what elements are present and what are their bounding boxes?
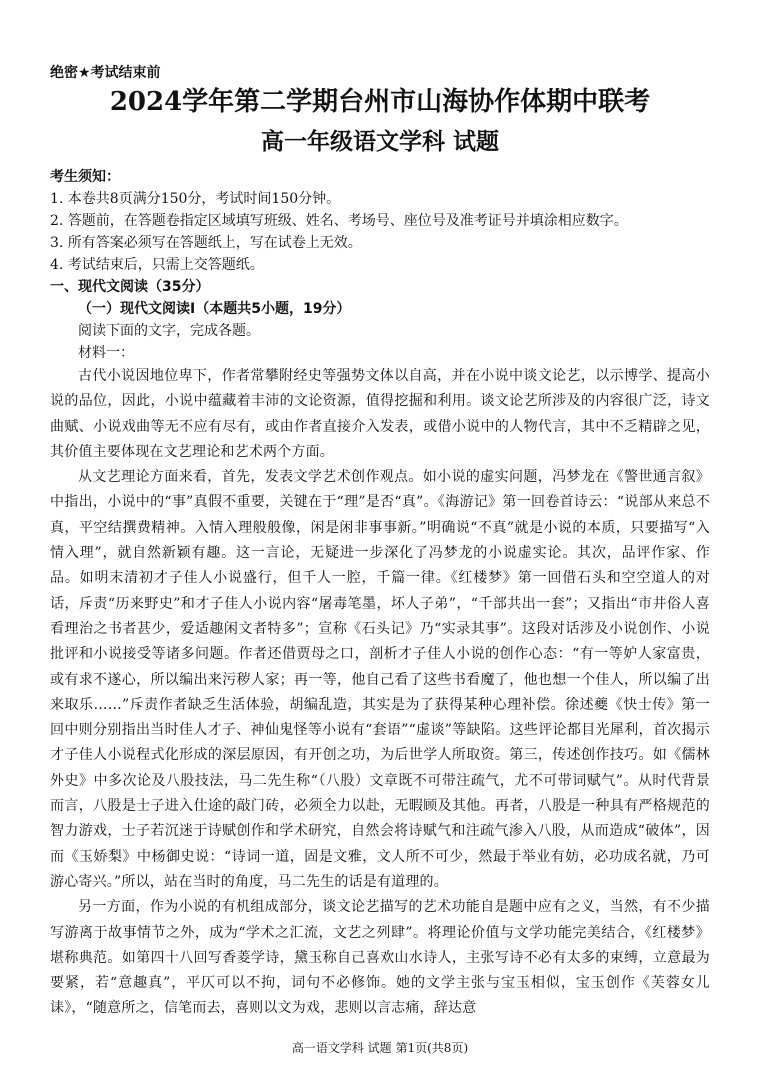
page-footer: 高一语文学科 试题 第1页(共8页) xyxy=(291,1041,469,1055)
exam-title: 2024学年第二学期台州市山海协作体期中联考 xyxy=(109,87,651,117)
confidential-mark: 绝密★考试结束前 xyxy=(50,65,161,81)
section-heading: 一、现代文阅读（35分） xyxy=(50,279,210,295)
body-paragraph: 另一方面，作为小说的有机组成部分，谈文论艺描写的艺术功能自是题中应有之义，当然，有不少描写游离于故事情节之外，成为“学术之汇流，文艺之列肆”。将理论价值与文学功能完美结合，《红楼梦》堪称典范。如第四十八回写香菱学诗，黛玉称自己喜欢山水诗人，主张写诗不必有太多的束缚，立意最为要紧，若“意趣真”，平仄可以不拘，词句不必修饰。她的文学主张与宝玉相似，宝玉创作《芙蓉女儿诔》，“随意所之，信笔而去，喜则以文为戏，悲则以言志痛，辞达意 xyxy=(50,899,710,1017)
body-paragraph: 古代小说因地位卑下，作者常攀附经史等强势文体以自高，并在小说中谈文论艺，以示博学、提高小说的品位，因此，小说中蕴藏着丰沛的文论资源，值得挖掘和利用。谈文论艺所涉及的内容很广泛，诗文曲赋、小说戏曲等无不应有尽有，或由作者直接介入发表，或借小说中的人物代言，其中不乏精辟之见，其价值主要体现在文艺理论和艺术两个方面。 xyxy=(50,368,710,460)
notice-item: 2. 答题前，在答题卷指定区域填写班级、姓名、考场号、座位号及准考证号并填涂相应数字。 xyxy=(50,213,628,229)
notice-heading: 考生须知： xyxy=(50,169,120,185)
notice-item: 3. 所有答案必须写在答题纸上，写在试卷上无效。 xyxy=(50,235,362,251)
notice-item: 4. 考试结束后，只需上交答题纸。 xyxy=(50,257,264,273)
material-label: 材料一： xyxy=(78,345,134,361)
body-paragraph: 从文艺理论方面来看，首先，发表文学艺术创作观点。如小说的虚实问题，冯梦龙在《警世通言叙》中指出，小说中的“事”真假不重要，关键在于“理”是否“真”。《海游记》第一回卷首诗云：“说部从来总不真，平空结撰费精神。入情入理般般像，闲是闲非事事新。”明确说“不真”就是小说的本质，只要描写“入情入理”，就自然新颖有趣。这一言论，无疑进一步深化了冯梦龙的小说虚实论。其次，品评作家、作品。如明末清初才子佳人小说盛行，但千人一腔，千篇一律。《红楼梦》第一回借石头和空空道人的对话，斥责“历来野史”和才子佳人小说内容“屠毒笔墨，坏人子弟”，“千部共出一套”；又指出“市井俗人喜看理治之书者甚少，爱适趣闲文者特多”；宣称《石头记》乃“实录其事”。这段对话涉及小说创作、小说批评和小说接受等诸多问题。作者还借贾母之口，剖析才子佳人小说的创作心态：“有一等妒人家富贵，或有求不遂心，所以编出来污秽人家；再一等，他自己看了这些书看魔了，他也想一个佳人，所以编了出来取乐……”斥责作者缺乏生活体验，胡编乱造，其实是为了获得某种心理补偿。徐述夔《快士传》第一回中则分别指出当时佳人才子、神仙鬼怪等小说有“套语”“虚谈”等缺陷。这些评论都目光犀利，首次揭示才子佳人小说程式化形成的深层原因，有开创之功，为后世学人所取资。第三，传述创作技巧。如《儒林外史》中多次论及八股技法，马二先生称“（八股）文章既不可带注疏气，尤不可带词赋气”。从时代背景而言，八股是士子进入仕途的敲门砖，必须全力以赴，无暇顾及其他。再者，八股是一种具有严格规范的智力游戏，士子若沉迷于诗赋创作和学术研究，自然会将诗赋气和注疏气渗入八股，从而造成“破体”，因而《玉娇梨》中杨御史说：“诗词一道，固是文雅，文人所不可少，然最于举业有妨，必功成名就，乃可游心寄兴。”所以，站在当时的角度，马二先生的话是有道理的。 xyxy=(50,469,710,890)
notice-block xyxy=(50,166,710,276)
notice-item: 1. 本卷共8页满分150分，考试时间150分钟。 xyxy=(50,191,341,207)
exam-subtitle: 高一年级语文学科 试题 xyxy=(260,128,499,155)
subsection-heading: （一）现代文阅读Ⅰ（本题共5小题，19分） xyxy=(78,301,351,317)
reading-instruction: 阅读下面的文字，完成各题。 xyxy=(78,323,260,339)
